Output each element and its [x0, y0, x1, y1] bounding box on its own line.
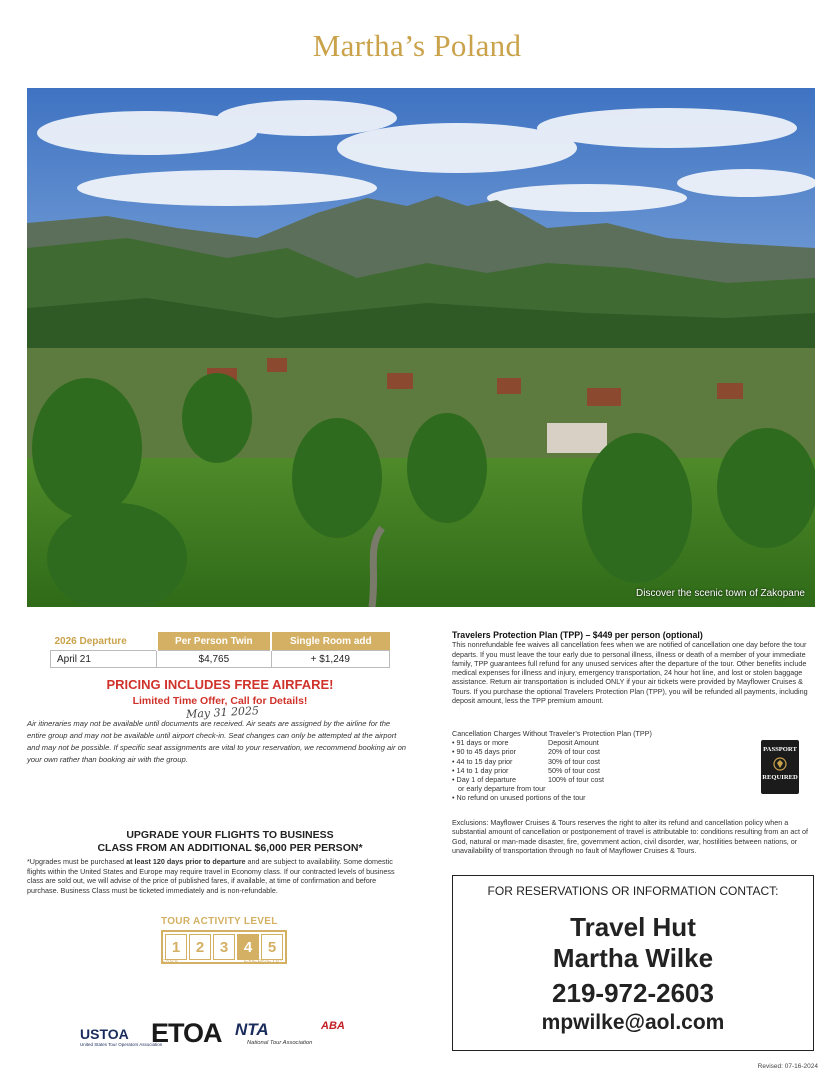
cancel-charge: 30% of tour cost: [548, 756, 600, 766]
exclusions-text: Exclusions: Mayflower Cruises & Tours reserves the right to alter its refund and cancellation policy when a substantial amount of cancellation or postponement of travel is attributable to: conditions resulting from an act of God, natural or man-made disaster, fire, government action, civil disorder, war, hostilities between nations, or unavailability of transportation through no fault of Mayflower Cruises & Tours.: [452, 818, 808, 855]
activity-level-label: TOUR ACTIVITY LEVEL: [161, 916, 278, 927]
contact-phone[interactable]: 219-972-2603: [552, 978, 714, 1008]
contact-title: FOR RESERVATIONS OR INFORMATION CONTACT:: [487, 884, 779, 898]
nta-logo: NTA: [235, 1020, 269, 1039]
zakopane-photo: [27, 88, 815, 607]
activity-level-3: 3: [213, 934, 235, 960]
tpp-heading: Travelers Protection Plan (TPP) – $449 per person (optional): [452, 630, 703, 640]
cancel-period: • 91 days or more: [452, 738, 509, 748]
cancellation-heading: Cancellation Charges Without Traveler’s Protection Plan (TPP): [452, 729, 652, 738]
activity-level-1: 1: [165, 934, 187, 960]
upgrade-heading-line2: CLASS FROM AN ADDITIONAL $6,000 PER PERSON*: [97, 842, 363, 854]
revised-date: Revised: 07-16-2024: [757, 1063, 818, 1070]
ustoa-logo: [80, 1026, 162, 1047]
twin-price: $4,765: [157, 651, 271, 668]
list-item: [452, 757, 752, 766]
ustoa-logo-sub: United States Tour Operators Association: [80, 1042, 163, 1047]
upgrade-heading: [60, 829, 400, 855]
cancel-period: • Day 1 of departure: [452, 775, 517, 785]
table-row: [51, 651, 390, 668]
contact-box: [452, 875, 814, 1051]
cancel-charge: Deposit Amount: [548, 738, 599, 748]
cancel-charge: 20% of tour cost: [548, 747, 600, 757]
limited-offer: Limited Time Offer, Call for Details!: [132, 695, 308, 707]
upgrade-note: [27, 857, 407, 895]
association-logos: [80, 1018, 380, 1058]
contact-name: Martha Wilke: [552, 943, 714, 973]
activity-energetic-label: ENERGETIC: [244, 959, 282, 966]
passport-emblem-icon: [772, 755, 788, 773]
activity-easy-label: EASY: [161, 959, 179, 966]
list-item: [452, 766, 752, 775]
contact-email[interactable]: mpwilke@aol.com: [541, 1011, 725, 1034]
cancel-period: • 90 to 45 days prior: [452, 747, 517, 757]
cancel-charge: 50% of tour cost: [548, 765, 600, 775]
upgrade-note-bold: at least 120 days prior to departure: [126, 857, 246, 866]
single-add-price: + $1,249: [271, 651, 389, 668]
upgrade-note-rest: and are subject to availability. Some domestic flights within the United States and Europe may require travel in Economy class. If our contracted levels of business class are sold out, we will advise of the price of published fares, if available, at time of confirmation and before purchase. Business Class must be ticketed immediately and is non-refundable.: [27, 857, 395, 895]
cancel-period: • 14 to 1 day prior: [452, 765, 509, 775]
passport-required-badge: [761, 740, 799, 794]
departure-date: April 21: [51, 651, 157, 668]
aba-logo: ABA: [321, 1020, 345, 1032]
twin-price-header: Per Person Twin: [157, 632, 271, 651]
list-item: [452, 775, 752, 784]
contact-agency: Travel Hut: [570, 912, 696, 942]
activity-level-2: 2: [189, 934, 211, 960]
tpp-body: This nonrefundable fee waives all cancellation fees when we are notified of cancellation one day before the tour departs. If you must leave the tour early due to personal illness, illness or death of a member of your immediate family, TPP guarantees full refund for any unused services after the departure of the tour. Other benefits include medical expenses for illness and injury, emergency transportation, 24 hour hot line, and lost or stolen baggage assistance. Return air transportation is included ONLY if your air tickets were provided by Mayflower Cruises & Tours. If you purchase the optional Travelers Protection Plan (TPP), you will be refunded all payments, including deposit amount, less the TPP premium amount.: [452, 640, 808, 706]
activity-level-4: 4: [237, 934, 259, 960]
passport-badge-line1: PASSPORT: [763, 746, 797, 753]
passport-badge-line2: REQUIRED: [762, 774, 798, 781]
free-airfare-banner: PRICING INCLUDES FREE AIRFARE!: [106, 677, 334, 692]
nta-logo-sub: National Tour Association: [247, 1040, 313, 1046]
list-item: [452, 747, 752, 756]
itinerary-note: Air itineraries may not be available until documents are received. Air seats are assigned by the airline for the entire group and may not be available until airport check-in. Seat changes can only be attempted at the airport and may not be possible. If specific seat assignments are vital to your reservation, we recommend booking air on your own rather than booking air with the group.: [27, 719, 407, 764]
etoa-logo: ETOA: [151, 1018, 222, 1048]
photo-caption: Discover the scenic town of Zakopane: [636, 588, 805, 599]
handwritten-date: May 31 2025: [185, 704, 260, 721]
ustoa-logo-text: USTOA: [80, 1026, 129, 1042]
list-item: [452, 738, 752, 747]
cancel-period: • 44 to 15 day prior: [452, 756, 513, 766]
upgrade-note-prefix: *Upgrades must be purchased: [27, 857, 125, 866]
single-add-header: Single Room add: [271, 632, 389, 651]
tpp-section: [452, 631, 820, 705]
cancel-extra-2: • No refund on unused portions of the tour: [452, 793, 586, 803]
departure-header: 2026 Departure: [51, 632, 157, 651]
pricing-table: [50, 632, 390, 668]
page-title: Martha’s Poland: [312, 28, 522, 63]
cancellation-section: [452, 729, 752, 803]
cancel-extra-1: or early departure from tour: [452, 784, 546, 794]
upgrade-heading-line1: UPGRADE YOUR FLIGHTS TO BUSINESS: [126, 829, 334, 841]
cancel-charge: 100% of tour cost: [548, 775, 604, 785]
activity-level-5: 5: [261, 934, 283, 960]
